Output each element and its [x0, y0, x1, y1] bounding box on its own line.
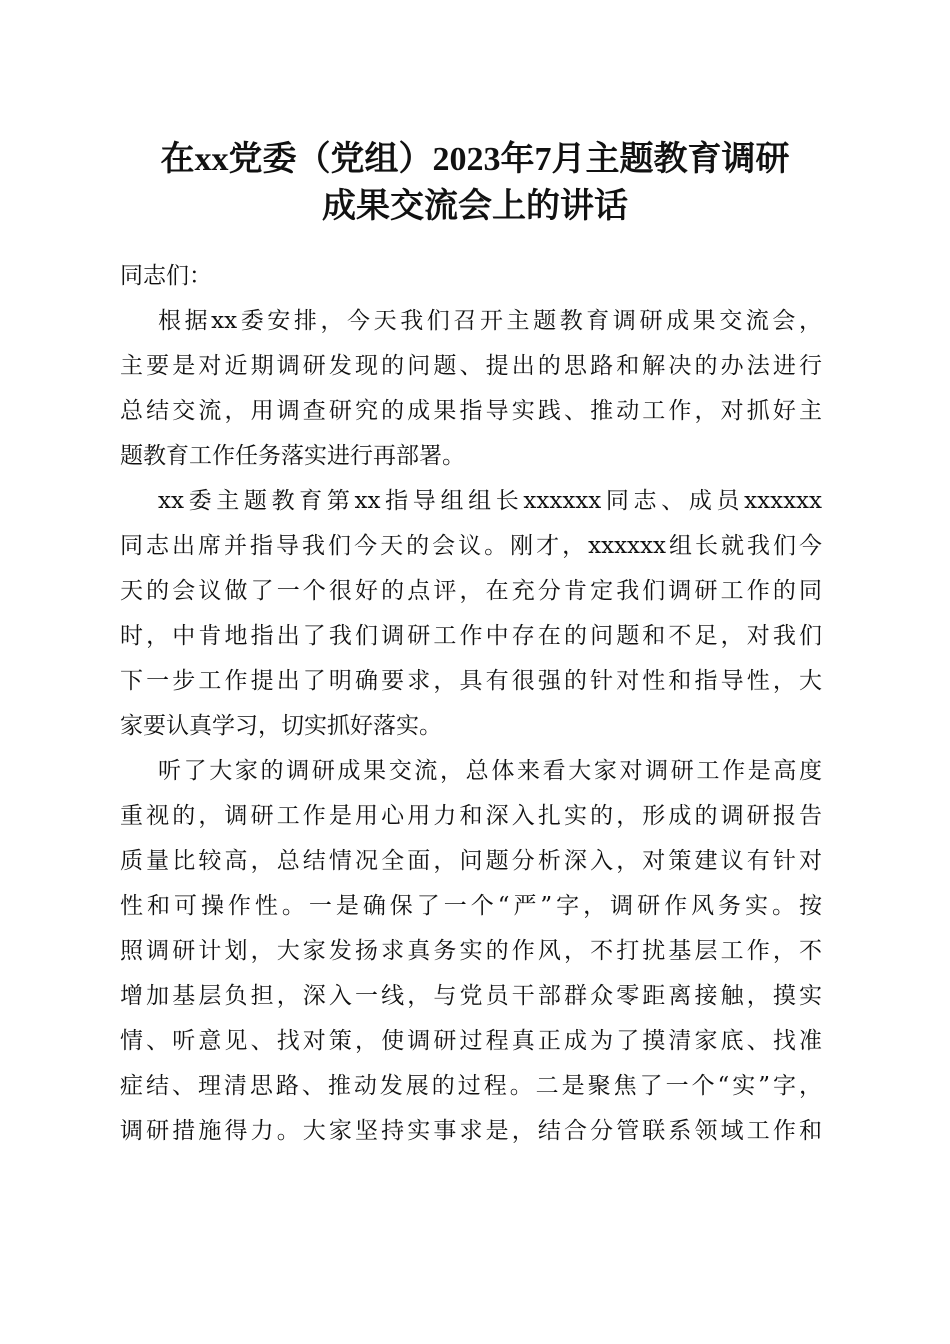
paragraph-line: 时，中肯地指出了我们调研工作中存在的问题和不足，对我们 — [120, 623, 822, 649]
salutation: 同志们： — [120, 263, 212, 289]
paragraph-line: 主要是对近期调研发现的问题、提出的思路和解决的办法进行 — [120, 353, 822, 379]
paragraph-line: 题教育工作任务落实进行再部署。 — [120, 443, 465, 469]
paragraph-line: 总结交流，用调查研究的成果指导实践、推动工作，对抓好主 — [120, 398, 822, 424]
document-title-line-1: 在xx党委（党组）2023年7月主题教育调研 — [160, 141, 790, 178]
paragraph — [120, 479, 822, 749]
paragraph-line: 调研措施得力。大家坚持实事求是，结合分管联系领域工作和 — [120, 1118, 822, 1144]
paragraph-line: 家要认真学习，切实抓好落实。 — [120, 713, 442, 739]
paragraph-line: 照调研计划，大家发扬求真务实的作风，不打扰基层工作，不 — [120, 938, 822, 964]
paragraph-line: 增加基层负担，深入一线，与党员干部群众零距离接触，摸实 — [120, 983, 822, 1009]
paragraph-line: 听了大家的调研成果交流，总体来看大家对调研工作是高度 — [158, 758, 822, 784]
paragraph-line: 性和可操作性。一是确保了一个“严”字，调研作风务实。按 — [120, 893, 822, 919]
paragraph-line: 根据xx委安排，今天我们召开主题教育调研成果交流会， — [158, 308, 822, 334]
paragraph-line: xx委主题教育第xx指导组组长xxxxxx同志、成员xxxxxx — [158, 488, 822, 514]
paragraph-line: 天的会议做了一个很好的点评，在充分肯定我们调研工作的同 — [120, 578, 822, 604]
paragraph-line: 同志出席并指导我们今天的会议。刚才，xxxxxx组长就我们今 — [120, 533, 822, 559]
paragraph-line: 症结、理清思路、推动发展的过程。二是聚焦了一个“实”字， — [120, 1073, 822, 1099]
paragraph-line: 重视的，调研工作是用心用力和深入扎实的，形成的调研报告 — [120, 803, 822, 829]
paragraph-line: 情、听意见、找对策，使调研过程真正成为了摸清家底、找准 — [120, 1028, 822, 1054]
document-body — [120, 254, 822, 1154]
document-title-line-2: 成果交流会上的讲话 — [322, 188, 628, 225]
paragraph-line: 质量比较高，总结情况全面，问题分析深入，对策建议有针对 — [120, 848, 822, 874]
paragraph — [120, 749, 822, 1154]
paragraph-line: 下一步工作提出了明确要求，具有很强的针对性和指导性，大 — [120, 668, 822, 694]
paragraphs — [120, 299, 822, 1154]
paragraph — [120, 299, 822, 479]
